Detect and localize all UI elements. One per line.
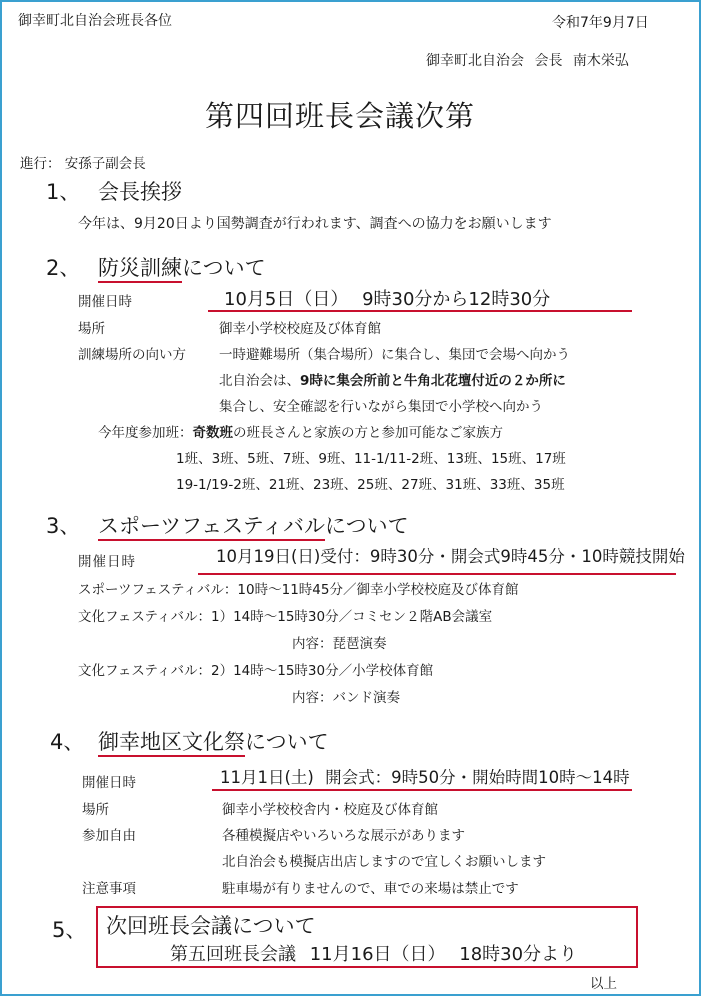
closing-mark: 以上 — [590, 976, 617, 992]
s4-note-value: 駐車場が有りませんので、車での来場は禁止です — [222, 881, 519, 897]
s3-content1: 内容：琵琶演奏 — [292, 636, 387, 652]
s2-date-label: 開催日時 — [78, 294, 132, 310]
document-date: 令和7年9月7日 — [552, 15, 649, 31]
section-2-heading-suffix: について — [182, 256, 266, 280]
s2-place-value: 御幸小学校校庭及び体育館 — [219, 321, 381, 337]
section-1-heading: 会長挨拶 — [98, 180, 182, 204]
s2-route-label: 訓練場所の向い方 — [78, 347, 186, 363]
s3-date-underline — [198, 573, 676, 575]
s2-groups-line1 — [98, 421, 503, 441]
section-2-number: 2、 — [46, 256, 81, 280]
section-3-number: 3、 — [46, 514, 81, 538]
s2-route-line3: 集合し、安全確認を行いながら集団で小学校へ向かう — [219, 399, 543, 415]
section-5-box — [96, 906, 638, 968]
s2-groups-line2: 1班、3班、5班、7班、9班、11-1/11-2班、13班、15班、17班 — [176, 451, 566, 467]
moderator: 進行： 安孫子副会長 — [20, 156, 146, 172]
section-4-number: 4、 — [50, 730, 85, 754]
section-3-heading — [98, 510, 409, 540]
s2-place-label: 場所 — [78, 321, 105, 337]
section-3-heading-suffix: について — [325, 514, 409, 538]
s2-groups-rest: の班長さんと家族の方と参加可能なご家族方 — [233, 425, 503, 441]
s4-note-label: 注意事項 — [82, 881, 136, 897]
s2-route-line1: 一時避難場所（集合場所）に集合し、集団で会場へ向かう — [219, 347, 570, 363]
sender: 御幸町北自治会 会長 南木栄弘 — [426, 53, 629, 69]
s4-place-label: 場所 — [82, 802, 109, 818]
s4-join-line1: 各種模擬店やいろいろな展示があります — [222, 828, 465, 844]
section-4-heading — [98, 726, 329, 756]
s3-culture1-line: 文化フェスティバル：1）14時〜15時30分／コミセン２階AB会議室 — [78, 609, 493, 625]
s4-date-value: 11月1日(土) 開会式：9時50分・開始時間10時〜14時 — [220, 768, 630, 787]
s3-content2: 内容：バンド演奏 — [292, 690, 400, 706]
section-5-number: 5、 — [52, 918, 87, 942]
section-1-body: 今年は、9月20日より国勢調査が行われます、調査への協力をお願いします — [78, 216, 552, 232]
section-1-number: 1、 — [46, 180, 81, 204]
s2-date-value: 10月5日（日） 9時30分から12時30分 — [224, 289, 551, 310]
s3-sports-line: スポーツフェスティバル：10時〜11時45分／御幸小学校校庭及び体育館 — [78, 582, 519, 598]
section-4-heading-suffix: について — [245, 730, 329, 754]
s3-culture2-line: 文化フェスティバル：2）14時〜15時30分／小学校体育館 — [78, 663, 434, 679]
s2-groups-line3: 19-1/19-2班、21班、23班、25班、27班、31班、33班、35班 — [176, 477, 565, 493]
s2-groups-bold: 奇数班 — [192, 425, 233, 441]
section-3-heading-underlined: スポーツフェスティバル — [98, 514, 325, 541]
section-5-heading: 次回班長会議について — [106, 914, 316, 938]
s2-route-line2-lead: 北自治会は、 — [219, 373, 300, 389]
section-4-heading-underlined: 御幸地区文化祭 — [98, 730, 245, 757]
section-2-heading-underlined: 防災訓練 — [98, 256, 182, 283]
section-5-detail: 第五回班長会議 11月16日（日） 18時30分より — [170, 944, 578, 965]
s3-date-label: 開催日時 — [78, 554, 136, 570]
s2-route-line2 — [219, 369, 566, 389]
s4-date-label: 開催日時 — [82, 775, 136, 791]
s2-groups-label: 今年度参加班： — [98, 425, 193, 441]
section-2-heading — [98, 252, 266, 282]
s4-join-line2: 北自治会も模擬店出店しますので宜しくお願いします — [222, 854, 546, 870]
page-title: 第四回班長会議次第 — [205, 99, 476, 133]
s4-join-label: 参加自由 — [82, 828, 136, 844]
s4-place-value: 御幸小学校校舎内・校庭及び体育館 — [222, 802, 438, 818]
s2-route-line2-bold: 9時に集会所前と牛角北花壇付近の２か所に — [300, 373, 566, 389]
s3-date-value: 10月19日(日)受付：9時30分・開会式9時45分・10時競技開始 — [216, 547, 685, 566]
addressee: 御幸町北自治会班長各位 — [18, 13, 172, 29]
s2-date-underline — [208, 310, 632, 312]
s4-date-underline — [212, 789, 632, 791]
